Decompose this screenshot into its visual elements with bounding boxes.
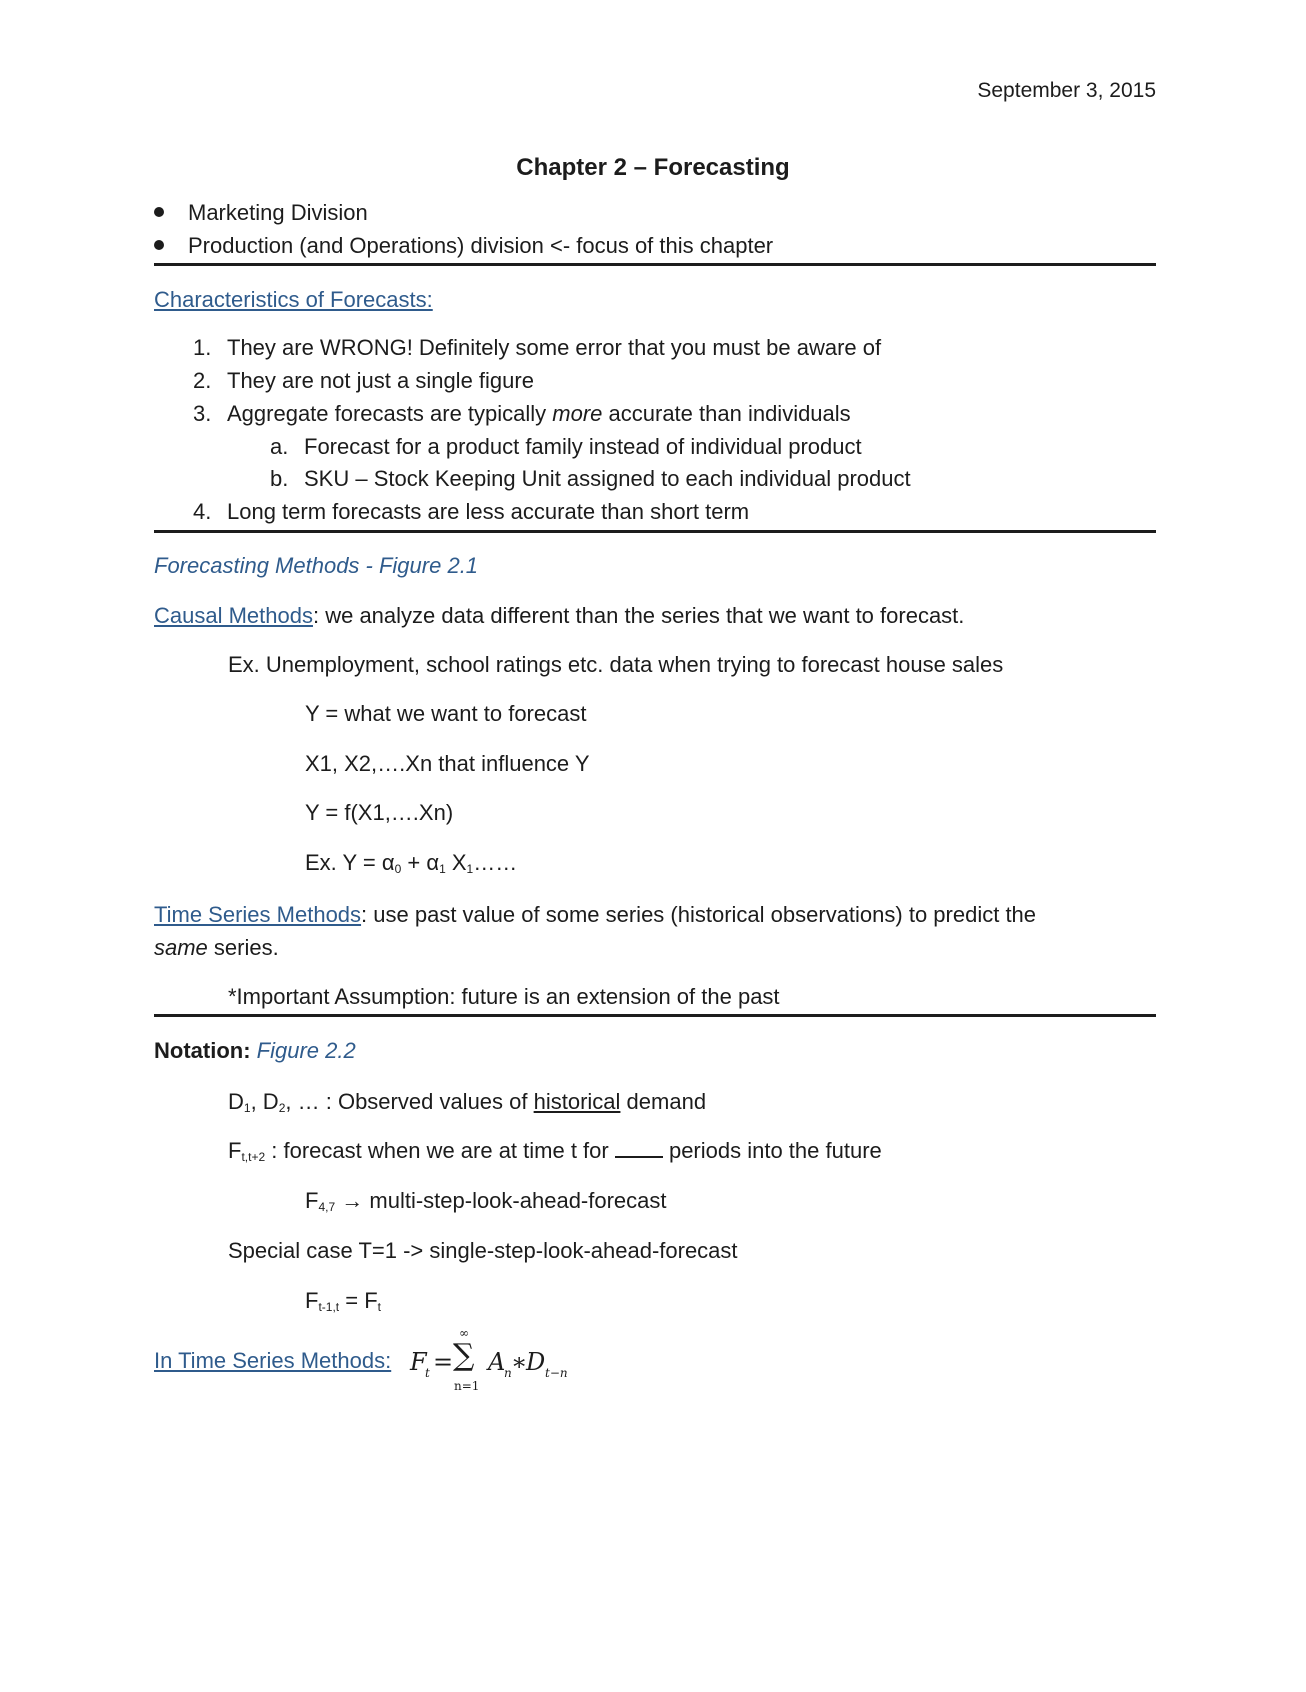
document-date: September 3, 2015 [977,79,1156,102]
list-item [193,368,534,394]
underlined-text: historical [533,1089,621,1114]
list-item-text: Aggregate forecasts are typically [227,401,553,426]
list-letter: b. [270,466,289,491]
list-item-text: Long term forecasts are less accurate than short term [227,499,750,524]
notation-part: multi-step-look-ahead-forecast [363,1188,667,1213]
notation-part: F [305,1188,319,1213]
equation-subscript: 0 [394,862,402,876]
notation-special-case: Special case T=1 -> single-step-look-ahead-forecast [228,1238,738,1263]
divider [154,530,1156,533]
list-item [154,200,368,226]
notation-part: = F [339,1288,378,1313]
notation-part: F [228,1138,242,1163]
notation-equality [305,1288,381,1314]
arrow-right-icon: → [341,1188,364,1213]
chapter-title: Chapter 2 – Forecasting [516,154,790,181]
notation-figure: Figure 2.2 [256,1038,356,1063]
causal-methods-text: : we analyze data different than the series that we want to forecast. [312,603,965,628]
notation-multistep [305,1188,667,1214]
list-subitem [270,434,862,460]
time-series-formula-label[interactable]: In Time Series Methods: [154,1348,392,1373]
bullet-icon [154,240,164,250]
formula-upper-limit: ∞ [459,1326,469,1340]
list-number: 4. [193,499,212,524]
list-number: 2. [193,368,212,393]
notation-subscript: t,t+2 [241,1150,266,1164]
time-series-link[interactable]: Time Series Methods [154,902,362,927]
time-series-formula [410,1326,610,1406]
list-item-text: They are not just a single figure [227,368,534,393]
notation-part: , … : Observed values of [285,1089,534,1114]
equation-part: …… [473,850,518,875]
characteristics-heading[interactable]: Characteristics of Forecasts: [154,287,433,312]
list-item [193,335,881,361]
formula-a-subscript: n [504,1366,512,1380]
equation-part: + α [401,850,440,875]
causal-methods-paragraph [154,603,964,629]
list-item [193,499,749,525]
causal-example: Ex. Unemployment, school ratings etc. data when trying to forecast house sales [228,652,1004,677]
formula-lower-limit: n=1 [454,1379,480,1393]
notation-part: : forecast when we are at time t for [265,1138,615,1163]
notation-forecast [228,1138,882,1164]
list-item-text: Production (and Operations) division <- focus of this chapter [188,233,774,258]
list-number: 3. [193,401,212,426]
list-subitem [270,466,911,492]
notation-demand [228,1089,706,1115]
formula-lhs: F [410,1348,427,1376]
time-series-text: : use past value of some series (historical observations) to predict the [361,902,1037,927]
notation-subscript: 2 [278,1101,286,1115]
equation-part: Ex. Y = α [305,850,395,875]
notation-part: demand [620,1089,707,1114]
list-item [154,233,773,259]
causal-equation [305,850,517,876]
formula-a: A [488,1348,506,1376]
bullet-icon [154,207,164,217]
emphasis-text: more [552,401,603,426]
time-series-text: series. [207,935,279,960]
notation-subscript: t-1,t [318,1300,340,1314]
causal-methods-link[interactable]: Causal Methods [154,603,313,628]
formula-sigma: ∑ [453,1338,475,1373]
list-item-text: They are WRONG! Definitely some error that you must be aware of [227,335,882,360]
blank-line [615,1138,663,1158]
notation-subscript: 4,7 [318,1200,336,1214]
divider [154,263,1156,266]
notation-part: D [228,1089,244,1114]
methods-heading: Forecasting Methods - Figure 2.1 [154,553,479,578]
equation-subscript: 1 [466,862,474,876]
causal-line: Y = f(X1,….Xn) [305,800,454,825]
formula-d-subscript: t−n [545,1366,568,1380]
divider [154,1014,1156,1017]
important-assumption: *Important Assumption: future is an extension of the past [228,984,780,1009]
emphasis-text: same [154,935,208,960]
list-item-text: Forecast for a product family instead of individual product [304,434,862,459]
notation-part: F [305,1288,319,1313]
list-item-text: SKU – Stock Keeping Unit assigned to each individual product [304,466,911,491]
time-series-paragraph [154,902,1036,928]
formula-equals: = [433,1348,454,1376]
notation-subscript: t [377,1300,381,1314]
list-letter: a. [270,434,289,459]
notation-heading [154,1038,356,1064]
notation-part: , D [250,1089,279,1114]
list-item-text: Marketing Division [188,200,368,225]
notation-subscript: 1 [243,1101,251,1115]
equation-part: X [445,850,467,875]
notation-label: Notation: [154,1038,251,1063]
time-series-paragraph-cont [154,935,279,961]
formula-star: ∗ [511,1348,528,1376]
list-item-text: accurate than individuals [602,401,851,426]
formula-lhs-subscript: t [425,1366,430,1380]
notation-part: periods into the future [662,1138,882,1163]
formula-d: D [526,1348,546,1376]
causal-line: X1, X2,….Xn that influence Y [305,751,590,776]
causal-line: Y = what we want to forecast [305,701,587,726]
equation-subscript: 1 [439,862,446,876]
list-number: 1. [193,335,212,360]
list-item [193,401,851,427]
